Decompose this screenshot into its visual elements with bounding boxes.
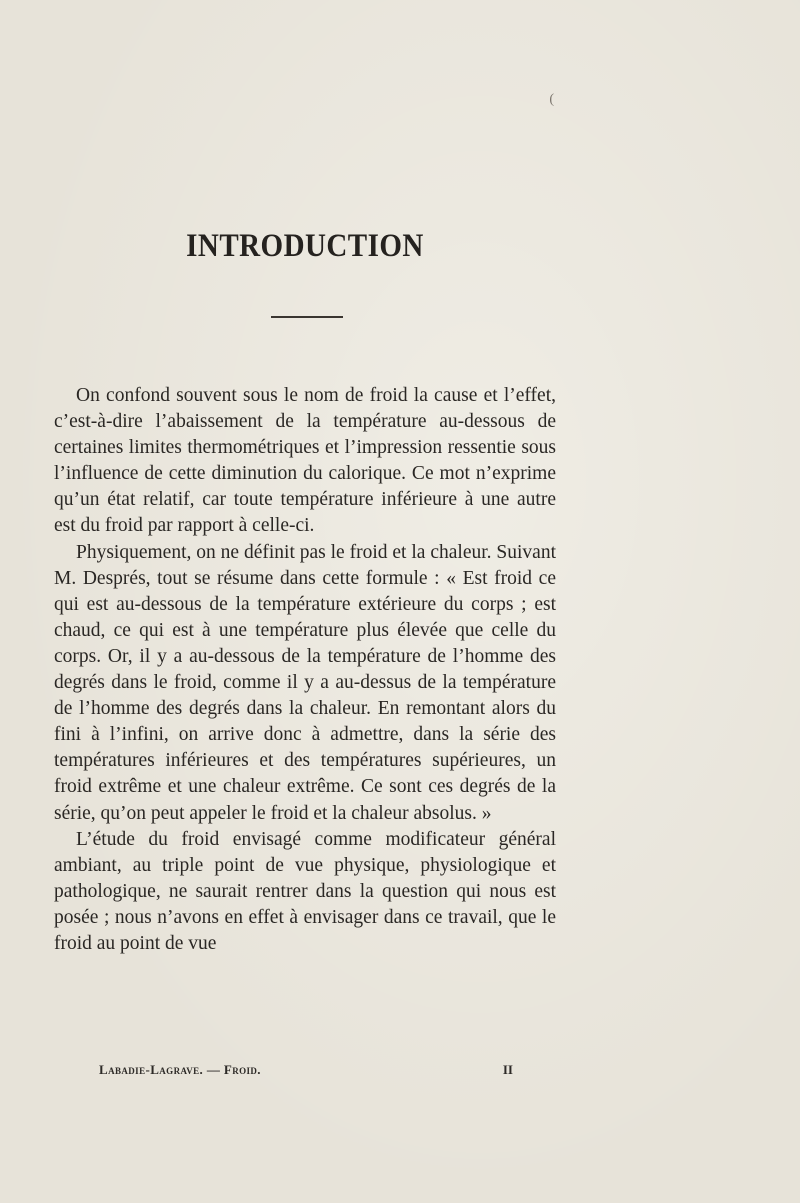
footer-author-title: Labadie-Lagrave. — Froid. — [99, 1062, 261, 1077]
signature-mark: II — [502, 1062, 513, 1077]
page-corner-mark: ( — [549, 92, 554, 107]
paragraph: L’étude du froid envisagé comme modificateur général ambiant, au triple point de vue physique, physiologique et pathologique, ne saurait rentrer dans la question qui nous est posée ; nous n’avons en effet à envisager dans ce travail, que le froid au point de vue — [54, 828, 556, 954]
body-text — [54, 383, 556, 957]
paragraph: On confond souvent sous le nom de froid la cause et l’effet, c’est-à-dire l’abaissement de la température au-dessous de certaines limites thermométriques et l’impression ressentie sous l’influence de cette diminution du calorique. Ce mot n’exprime qu’un état relatif, car toute température inférieure à une autre est du froid par rapport à celle-ci. — [54, 385, 556, 537]
paragraph: Physiquement, on ne définit pas le froid et la chaleur. Suivant M. Després, tout se résume dans cette formule : « Est froid ce qui est au-dessous de la température extérieure du corps ; est chaud, ce qui est à une température plus élevée que celle du corps. Or, il y a au-dessous de la température de l’homme des degrés dans le froid, comme il y a au-dessus de la température de l’homme des degrés dans la chaleur. En remontant alors du fini à l’infini, on arrive donc à admettre, dans la série des températures inférieures et des températures supérieures, un froid extrême et une chaleur extrême. Ce sont ces degrés de la série, qu’on peut appeler le froid et la chaleur absolus. » — [54, 541, 556, 824]
title-divider — [271, 316, 343, 318]
chapter-title: INTRODUCTION — [186, 228, 424, 264]
